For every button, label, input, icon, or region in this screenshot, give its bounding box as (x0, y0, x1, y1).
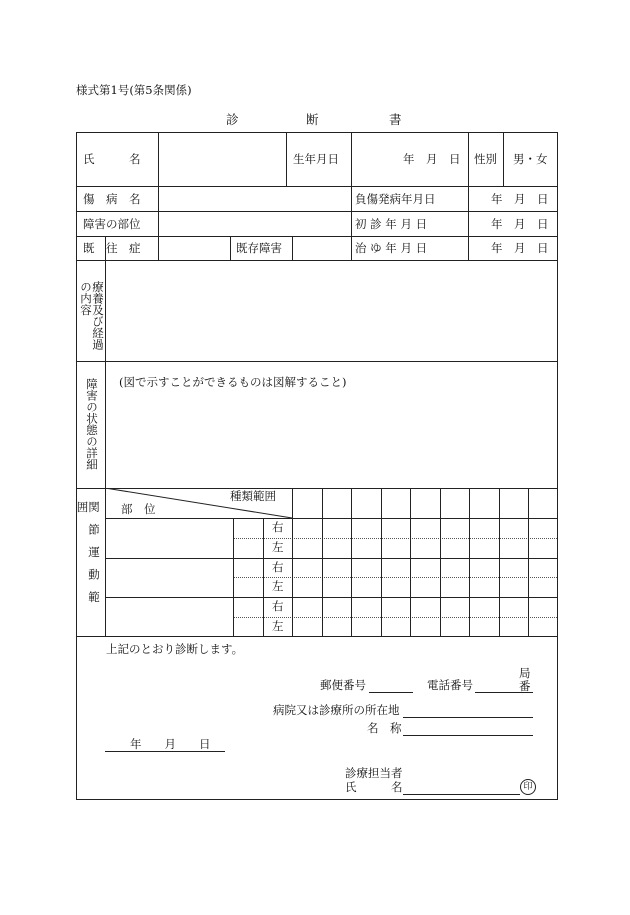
seal-mark-icon: 印 (520, 779, 536, 795)
diagnosis-statement: 上記のとおり診断します。 (106, 642, 244, 656)
dotted-rule (233, 617, 557, 618)
cure-date-label: 治 ゆ 年 月 日 (355, 241, 428, 255)
diagram-note: (図で示すことができるものは図解すること) (119, 375, 347, 389)
rule (263, 518, 264, 636)
form-number: 様式第1号(第5条関係) (76, 83, 192, 97)
rule (77, 260, 557, 261)
treatment-progress-label: 療養及び経過の内容 (78, 281, 105, 350)
rule (105, 558, 557, 559)
rule (528, 488, 529, 636)
onset-date-label: 負傷発病年月日 (355, 192, 436, 206)
left-label: 左 (272, 619, 284, 633)
postal-code-label: 郵便番号 (320, 678, 366, 692)
rule (322, 488, 323, 636)
clinic-name-line (403, 735, 533, 736)
birth-date-ymd: 年 月 日 (403, 152, 461, 166)
onset-date-ymd: 年 月 日 (491, 192, 549, 206)
rule (410, 488, 411, 636)
part-header: 部 位 (121, 502, 156, 516)
existing-disability-label: 既存障害 (236, 241, 282, 255)
first-visit-ymd: 年 月 日 (491, 217, 549, 231)
rule (468, 186, 469, 260)
first-visit-label: 初 診 年 月 日 (355, 217, 428, 231)
rule (351, 186, 352, 260)
sex-label: 性別 (474, 152, 497, 166)
cure-date-ymd: 年 月 日 (491, 241, 549, 255)
diagnosis-date-line (105, 751, 225, 752)
rule (292, 236, 293, 260)
rule (77, 361, 557, 362)
document-title (76, 110, 558, 126)
title-char-1: 診 (226, 112, 239, 127)
rule (351, 488, 352, 636)
joint-motion-range-label: 関節運動範囲 (75, 501, 101, 614)
rule (230, 236, 231, 260)
rule (503, 133, 504, 186)
phone-label: 電話番号 (427, 678, 473, 692)
doctor-name-label: 氏 名 (345, 780, 403, 794)
rule (469, 488, 470, 636)
right-label: 右 (272, 560, 284, 574)
clinic-name-label: 名 称 (367, 721, 402, 735)
right-label: 右 (272, 520, 284, 534)
rule (286, 133, 287, 186)
rule (158, 133, 159, 260)
rule (499, 488, 500, 636)
clinic-address-line (403, 717, 533, 718)
title-char-3: 書 (389, 112, 402, 127)
clinic-address-label: 病院又は診療所の所在地 (273, 703, 400, 717)
sex-options: 男・女 (513, 152, 548, 166)
title-char-2: 断 (306, 112, 319, 127)
condition-detail-label: 障害の状態の詳細 (85, 378, 99, 470)
rule (105, 597, 557, 598)
name-label: 氏 名 (83, 152, 141, 166)
doctor-label: 診療担当者 (345, 766, 403, 780)
left-label: 左 (272, 579, 284, 593)
doctor-name-line (403, 794, 520, 795)
left-label: 左 (272, 540, 284, 554)
rule (351, 133, 352, 186)
certificate-table (76, 132, 558, 800)
injury-name-label: 傷 病 名 (83, 192, 141, 206)
injury-site-label: 障害の部位 (83, 217, 141, 231)
rule (105, 260, 106, 636)
medical-history-label: 既 往 症 (83, 241, 141, 255)
dotted-rule (233, 577, 557, 578)
rule (440, 488, 441, 636)
kyoku-label: 局 (519, 666, 531, 680)
kind-range-header: 種類範囲 (230, 489, 276, 503)
rule (381, 488, 382, 636)
rule (77, 636, 557, 637)
birth-date-label: 生年月日 (293, 152, 339, 166)
rule (77, 211, 557, 212)
rule (77, 236, 557, 237)
dotted-rule (233, 538, 557, 539)
rule (77, 186, 557, 187)
postal-code-line (369, 692, 413, 693)
rule (233, 518, 234, 636)
rule (468, 133, 469, 186)
diagnosis-date: 年 月 日 (130, 737, 211, 751)
ban-label: 番 (519, 679, 531, 693)
right-label: 右 (272, 599, 284, 613)
